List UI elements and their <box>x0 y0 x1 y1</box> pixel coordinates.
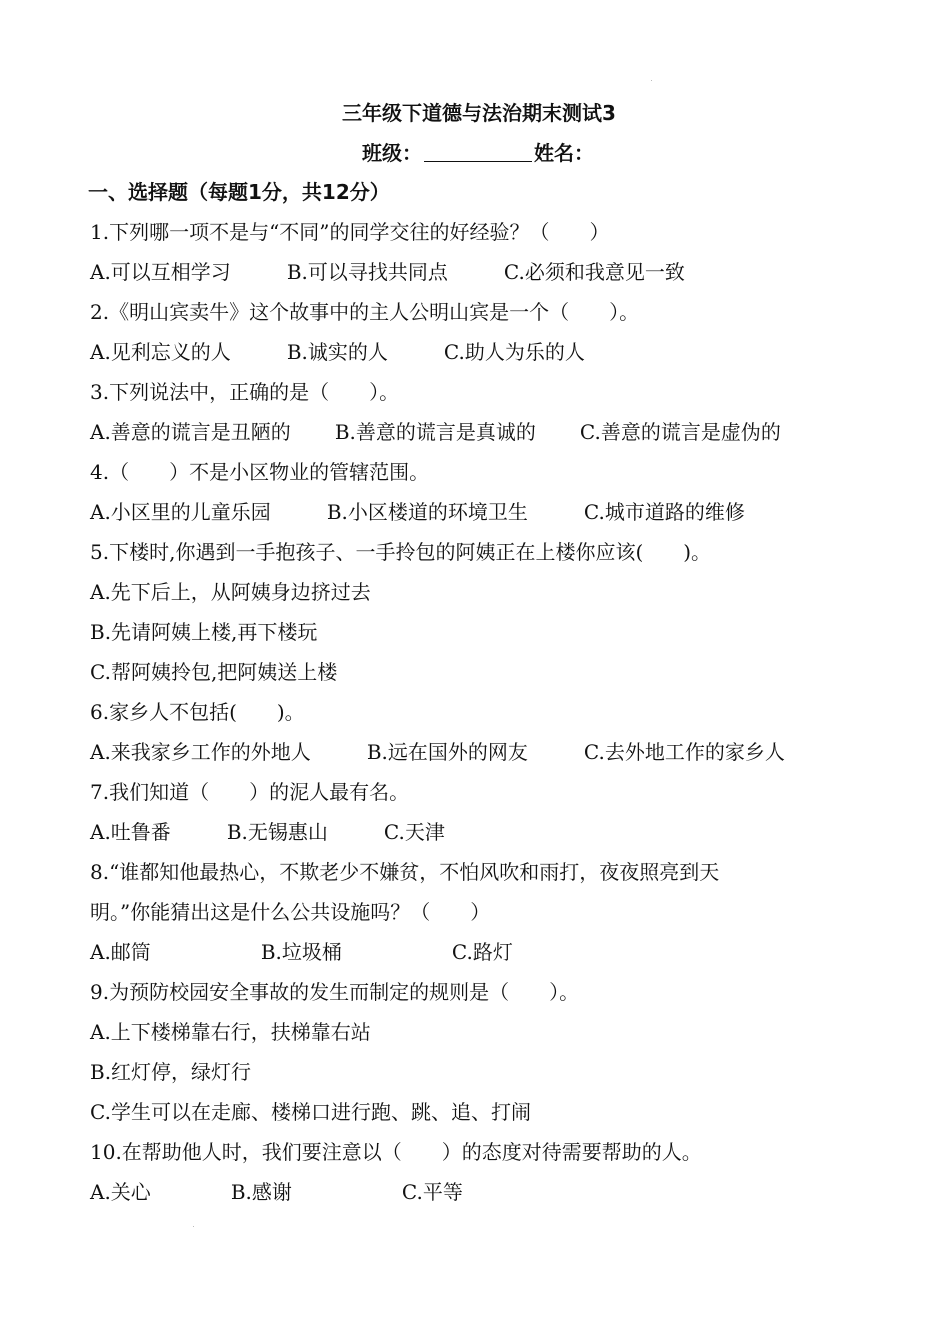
question-3-option-b[interactable]: B.善意的谎言是真诚的 <box>334 420 536 444</box>
question-10-option-b[interactable]: B.感谢 <box>230 1180 292 1204</box>
question-1-option-a[interactable]: A.可以互相学习 <box>90 260 231 284</box>
question-2-option-a[interactable]: A.见利忘义的人 <box>90 340 231 364</box>
question-4-option-b[interactable]: B.小区楼道的环境卫生 <box>326 500 528 524</box>
question-5-option-c[interactable]: C.帮阿姨拎包,把阿姨送上楼 <box>90 660 338 684</box>
scan-speck <box>651 80 652 81</box>
question-3-option-a[interactable]: A.善意的谎言是丑陋的 <box>90 420 291 444</box>
question-8-option-c[interactable]: C.路灯 <box>451 940 513 964</box>
scan-speck <box>193 1226 194 1227</box>
question-9-option-b[interactable]: B.红灯停，绿灯行 <box>90 1060 252 1084</box>
question-2-options <box>90 337 870 377</box>
question-10-options <box>90 1177 870 1217</box>
question-6-options <box>90 737 870 777</box>
question-8-continued: 明。”你能猜出这是什么公共设施吗？（ ） <box>90 900 491 924</box>
question-6-option-a[interactable]: A.来我家乡工作的外地人 <box>90 740 311 764</box>
question-3-option-c[interactable]: C.善意的谎言是虚伪的 <box>579 420 781 444</box>
class-blank <box>424 139 532 162</box>
question-8-options <box>90 937 870 977</box>
question-9-option-a[interactable]: A.上下楼梯靠右行，扶梯靠右站 <box>90 1020 371 1044</box>
question-5: 5.下楼时,你遇到一手抱孩子、一手拎包的阿姨正在上楼你应该( )。 <box>90 540 712 564</box>
question-9-option-c[interactable]: C.学生可以在走廊、楼梯口进行跑、跳、追、打闹 <box>90 1100 531 1124</box>
name-label: 姓名： <box>534 141 594 165</box>
student-info-line <box>0 138 950 168</box>
question-3-options <box>90 417 870 457</box>
question-4-options <box>90 497 870 537</box>
question-4-option-a[interactable]: A.小区里的儿童乐园 <box>90 500 271 524</box>
question-10: 10.在帮助他人时，我们要注意以（ ）的态度对待需要帮助的人。 <box>90 1140 702 1164</box>
question-2-option-c[interactable]: C.助人为乐的人 <box>443 340 585 364</box>
question-4: 4.（ ）不是小区物业的管辖范围。 <box>90 460 430 484</box>
question-1-option-b[interactable]: B.可以寻找共同点 <box>286 260 448 284</box>
page-title: 三年级下道德与法治期末测试3 <box>342 101 616 125</box>
question-6-option-b[interactable]: B.远在国外的网友 <box>366 740 528 764</box>
question-7-option-a[interactable]: A.吐鲁番 <box>90 820 171 844</box>
question-1-option-c[interactable]: C.必须和我意见一致 <box>503 260 685 284</box>
question-8: 8.“谁都知他最热心，不欺老少不嫌贫，不怕风吹和雨打，夜夜照亮到天 <box>90 860 720 884</box>
question-8-option-b[interactable]: B.垃圾桶 <box>260 940 342 964</box>
question-9: 9.为预防校园安全事故的发生而制定的规则是（ ）。 <box>90 980 580 1004</box>
question-8-option-a[interactable]: A.邮筒 <box>90 940 151 964</box>
question-10-option-c[interactable]: C.平等 <box>401 1180 463 1204</box>
question-6-option-c[interactable]: C.去外地工作的家乡人 <box>583 740 785 764</box>
question-5-option-b[interactable]: B.先请阿姨上楼,再下楼玩 <box>90 620 318 644</box>
class-label: 班级： <box>362 141 422 165</box>
question-10-option-a[interactable]: A.关心 <box>90 1180 151 1204</box>
question-2-option-b[interactable]: B.诚实的人 <box>286 340 388 364</box>
question-2: 2.《明山宾卖牛》这个故事中的主人公明山宾是一个（ ）。 <box>90 300 640 324</box>
question-3: 3.下列说法中，正确的是（ ）。 <box>90 380 400 404</box>
question-5-option-a[interactable]: A.先下后上，从阿姨身边挤过去 <box>90 580 371 604</box>
section-heading: 一、选择题（每题1分，共12分） <box>88 180 390 204</box>
question-7: 7.我们知道（ ）的泥人最有名。 <box>90 780 410 804</box>
question-list <box>90 217 870 1217</box>
question-7-options <box>90 817 870 857</box>
question-1-options <box>90 257 870 297</box>
question-7-option-b[interactable]: B.无锡惠山 <box>226 820 328 844</box>
question-1: 1.下列哪一项不是与“不同”的同学交往的好经验？（ ） <box>90 220 610 244</box>
question-4-option-c[interactable]: C.城市道路的维修 <box>583 500 745 524</box>
question-6: 6.家乡人不包括( )。 <box>90 700 305 724</box>
question-7-option-c[interactable]: C.天津 <box>383 820 445 844</box>
